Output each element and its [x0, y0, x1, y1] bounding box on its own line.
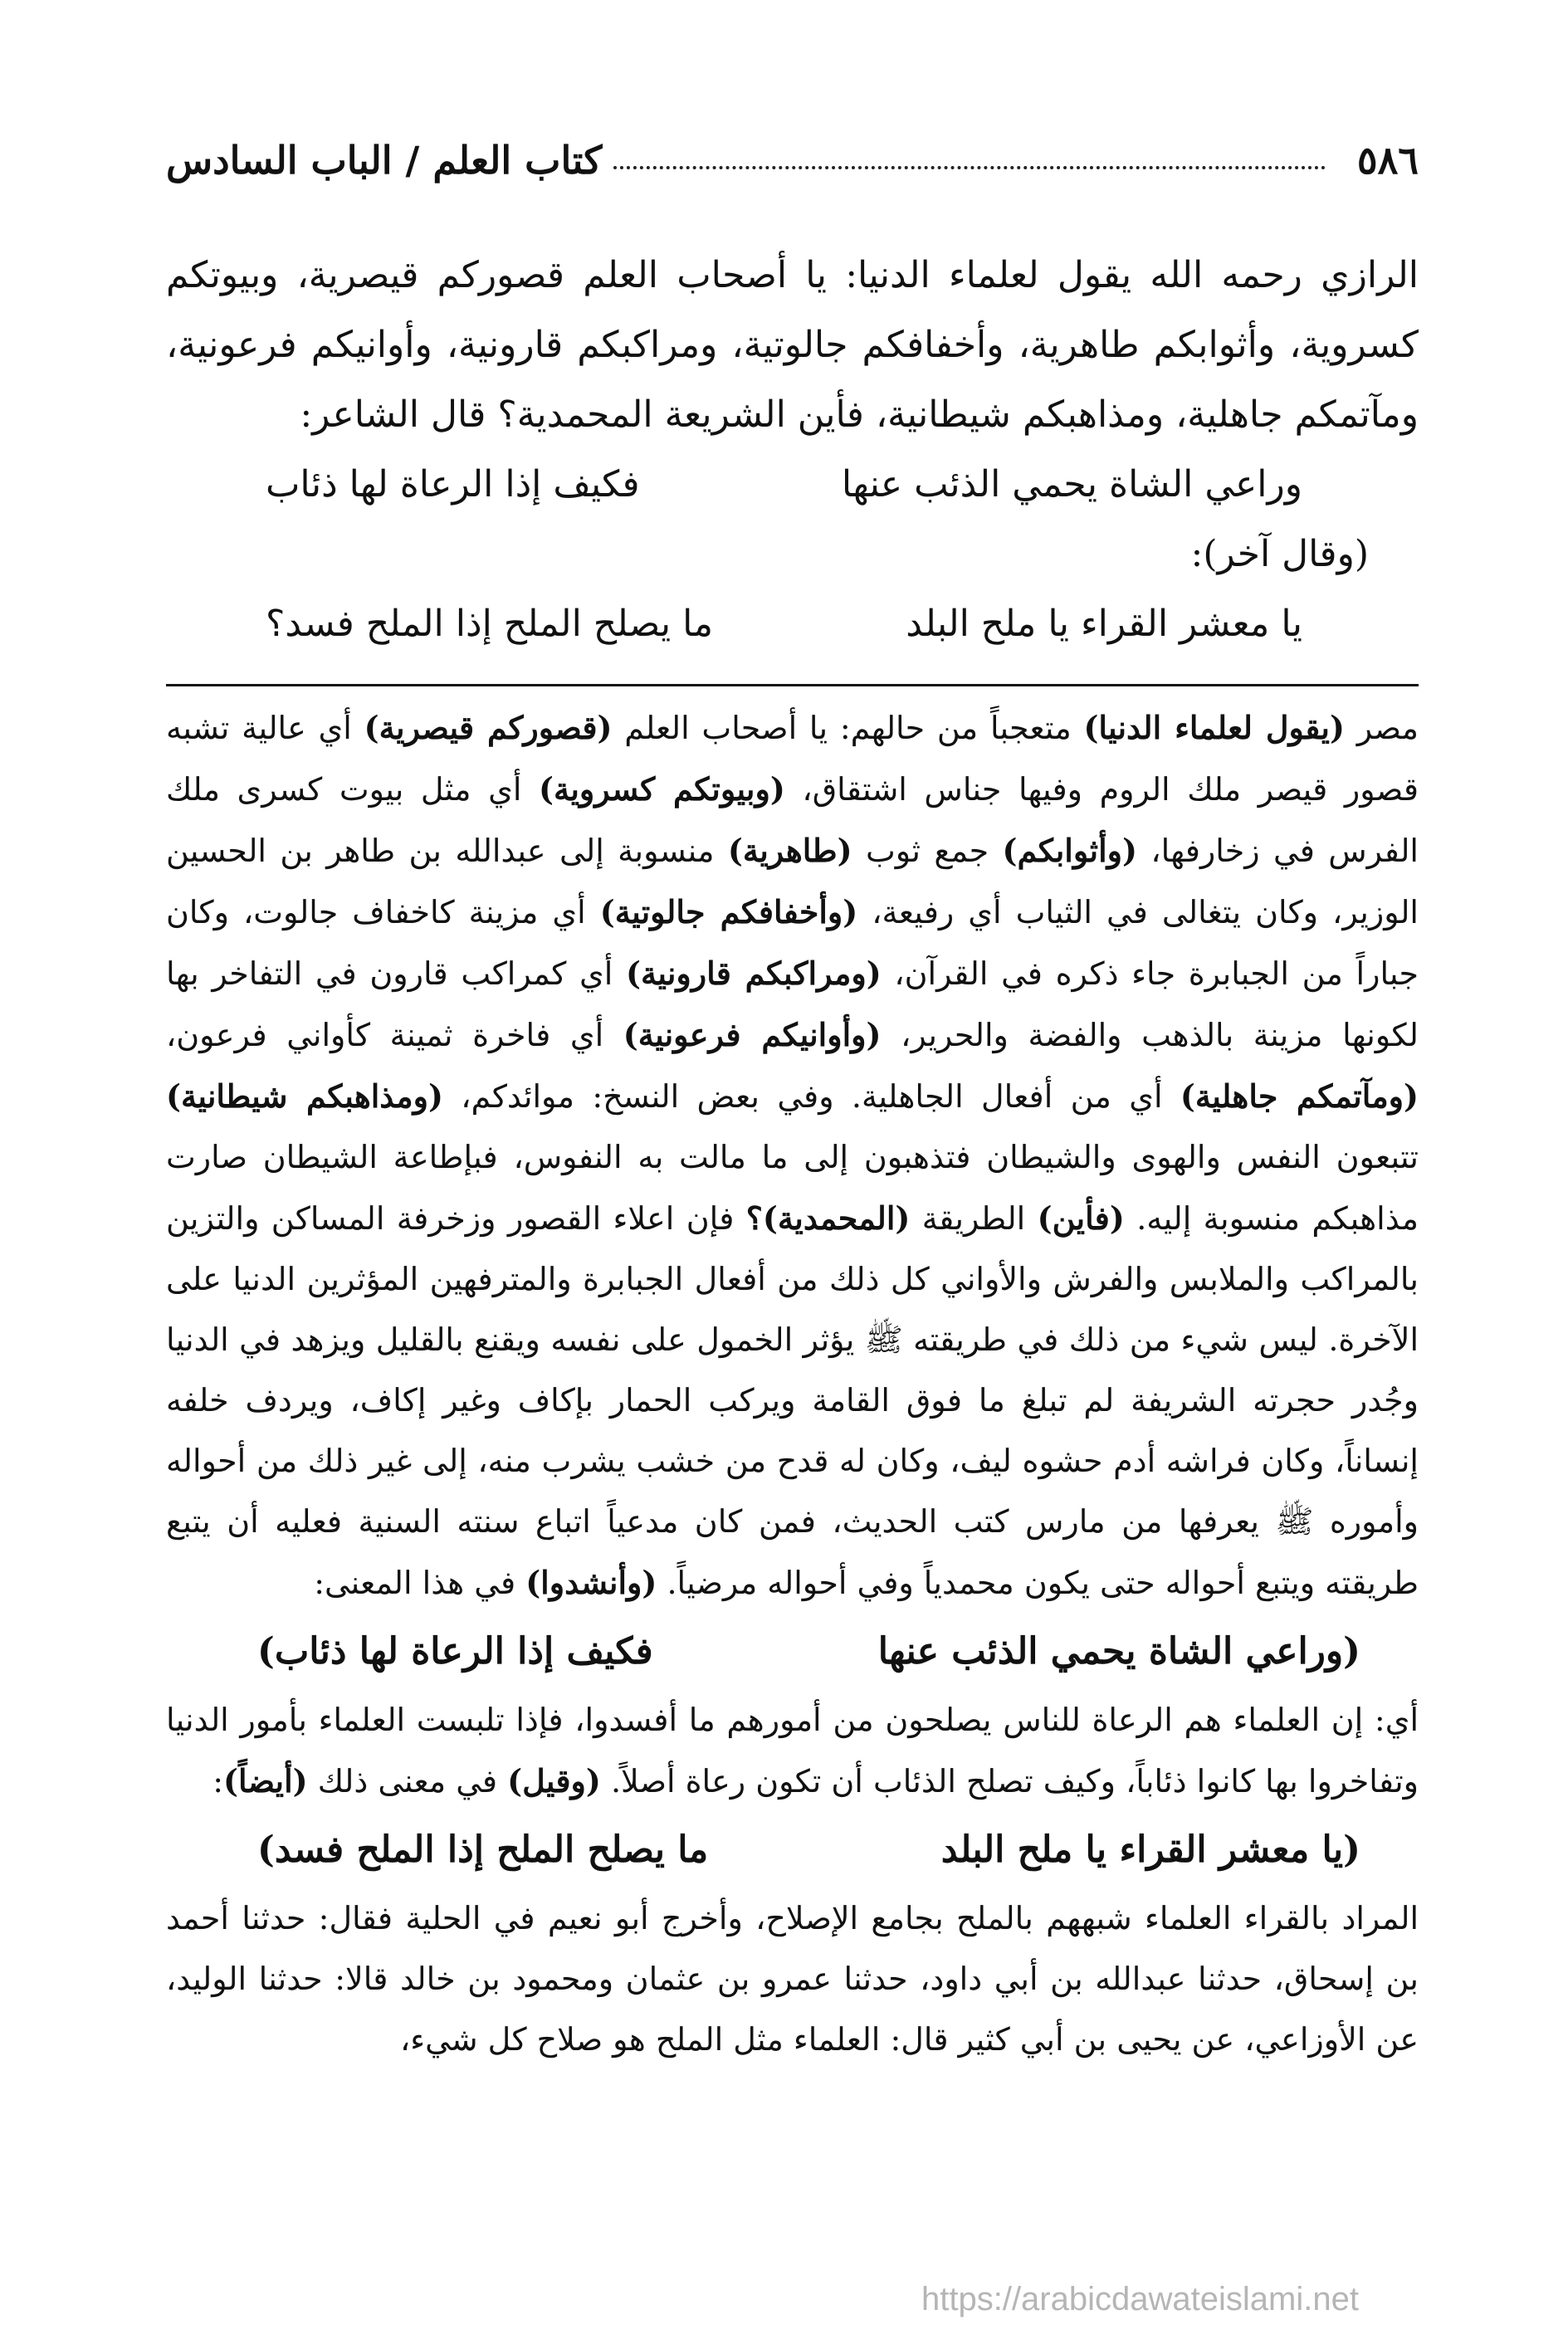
main-verse-1-second-hemistich: فكيف إذا الرعاة لها ذئاب	[266, 463, 640, 505]
main-verse-1	[166, 450, 1419, 520]
quoted-phrase: (وأنشدوا)	[525, 1564, 657, 1601]
commentary-verse-1-second-hemistich: فكيف إذا الرعاة لها ذئاب)	[257, 1630, 653, 1673]
commentary-text: أي من أفعال الجاهلية. وفي بعض النسخ: موائدكم،	[442, 1078, 1180, 1115]
commentary-verse-2-second-hemistich: ما يصلح الملح إذا الملح فسد)	[257, 1829, 709, 1871]
commentary-text: أي عالية تشبه قصور قيصر ملك الروم وفيها جناس اشتقاق،	[166, 710, 1419, 808]
commentary-paragraph-1	[166, 697, 1419, 1614]
commentary-text: أي مثل بيوت كسرى ملك الفرس في زخارفها،	[166, 771, 1419, 869]
quoted-phrase: (وبيوتكم كسروية)	[538, 770, 785, 808]
commentary-text: مصر	[1344, 710, 1419, 746]
commentary-verse-2-first-hemistich: (يا معشر القراء يا ملح البلد	[940, 1829, 1360, 1871]
header-dotted-leader	[613, 166, 1326, 169]
quoted-phrase: (يقول لعلماء الدنيا)	[1083, 709, 1345, 746]
quoted-phrase: (أيضاً)	[223, 1762, 308, 1800]
commentary-text: في هذا المعنى:	[314, 1565, 526, 1601]
commentary	[166, 697, 1419, 2070]
commentary-paragraph-2	[166, 1690, 1419, 1812]
quoted-phrase: (فأين)	[1037, 1199, 1125, 1237]
quoted-phrase: (المحمدية)؟	[745, 1199, 911, 1237]
quoted-phrase: (قصوركم قيصرية)	[364, 709, 613, 746]
commentary-verse-2	[166, 1812, 1419, 1888]
commentary-text: منسوبة إلى عبدالله بن طاهر بن الحسين الوزير، وكان يتغالى في الثياب أي رفيعة،	[166, 833, 1419, 930]
quoted-phrase: (وأخفافكم جالوتية)	[599, 893, 858, 930]
quoted-phrase: (ومذاهبكم شيطانية)	[166, 1077, 443, 1115]
commentary-text: أي كمراكب قارون في التفاخر بها لكونها مزينة بالذهب والفضة والحرير،	[166, 955, 1419, 1053]
main-verse-2-second-hemistich: ما يصلح الملح إذا الملح فسد؟	[266, 603, 714, 645]
running-title: كتاب العلم / الباب السادس	[166, 138, 603, 183]
commentary-text: أي: إن العلماء هم الرعاة للناس يصلحون من أمورهم ما أفسدوا، فإذا تلبست العلماء بأمور الدنيا وتفاخروا بها كانوا ذئاباً، وكيف تصلح الذئاب أن تكون رعاة أصلاً.	[166, 1702, 1419, 1800]
separator-line	[166, 684, 1419, 686]
quoted-phrase: (وقيل)	[507, 1762, 601, 1800]
main-verse-2-first-hemistich: يا معشر القراء يا ملح البلد	[906, 603, 1302, 645]
commentary-text: :	[212, 1763, 224, 1800]
main-paragraph: الرازي رحمه الله يقول لعلماء الدنيا: يا أصحاب العلم قصوركم قيصرية، وبيوتكم كسروية، وأثوابكم طاهرية، وأخفافكم جالوتية، ومراكبكم قارونية، وأوانيكم فرعونية، ومآتمكم جاهلية، ومذاهبكم شيطانية، فأين الشريعة المحمدية؟ قال الشاعر:	[166, 254, 1419, 436]
commentary-text: أي مزينة كاخفاف جالوت، وكان جباراً من الجبابرة جاء ذكره في القرآن،	[166, 894, 1419, 992]
quoted-phrase: (وأثوابكم)	[1002, 832, 1137, 869]
commentary-text: فإن اعلاء القصور وزخرفة المساكن والتزين بالمراكب والملابس والفرش والأواني كل ذلك من أفعال الجبابرة والمترفهين المؤثرين الدنيا على الآخرة. ليس شيء من ذلك في طريقته ﷺ يؤثر الخمول على نفسه ويقنع بالقليل ويزهد في الدنيا وجُدر حجرته الشريفة لم تبلغ ما فوق القامة ويركب الحمار بإكاف وغير إكاف، ويردف خلفه إنساناً، وكان فراشه أدم حشوه ليف، وكان له قدح من خشب يشرب منه، إلى غير ذلك من أحواله وأموره ﷺ يعرفها من مارس كتب الحديث، فمن كان مدعياً اتباع سنته السنية فعليه أن يتبع طريقته ويتبع أحواله حتى يكون محمدياً وفي أحواله مرضياً.	[166, 1200, 1419, 1601]
commentary-text: متعجباً من حالهم: يا أصحاب العلم	[612, 710, 1084, 746]
page-header	[166, 133, 1419, 183]
watermark-url: https://arabicdawateislami.net	[921, 2281, 1359, 2317]
quoted-phrase: (ومآتمكم جاهلية)	[1180, 1077, 1419, 1115]
quoted-phrase: (وأوانيكم فرعونية)	[623, 1016, 882, 1053]
main-verse-1-first-hemistich: وراعي الشاة يحمي الذئب عنها	[841, 463, 1302, 505]
quoted-phrase: (طاهرية)	[727, 832, 852, 869]
commentary-text: في معنى ذلك	[307, 1763, 508, 1800]
commentary-verse-1-first-hemistich: (وراعي الشاة يحمي الذئب عنها	[877, 1630, 1360, 1673]
commentary-text: جمع ثوب	[852, 833, 1003, 869]
commentary-paragraph-3: المراد بالقراء العلماء شبههم بالملح بجامع الإصلاح، وأخرج أبو نعيم في الحلية فقال: حدثنا أحمد بن إسحاق، حدثنا عبدالله بن أبي داود، حدثنا عمرو بن عثمان ومحمود بن خالد قالا: حدثنا الوليد، عن الأوزاعي، عن يحيى بن أبي كثير قال: العلماء مثل الملح هو صلاح كل شيء،	[166, 1900, 1419, 2058]
main-verse-2	[166, 589, 1419, 659]
quoted-phrase: (ومراكبكم قارونية)	[626, 955, 882, 992]
page-number: ٥٨٦	[1356, 138, 1419, 183]
commentary-text: الطريقة	[910, 1200, 1038, 1237]
second-poet-label: (وقال آخر):	[1190, 533, 1369, 575]
commentary-text: تتبعون النفس والهوى والشيطان فتذهبون إلى ما مالت به النفوس، فبإطاعة الشيطان صارت مذاهبكم منسوبة إليه.	[166, 1139, 1419, 1237]
commentary-verse-1	[166, 1614, 1419, 1690]
main-text	[166, 241, 1419, 659]
commentary-text: أي فاخرة ثمينة كأواني فرعون،	[166, 1017, 623, 1053]
